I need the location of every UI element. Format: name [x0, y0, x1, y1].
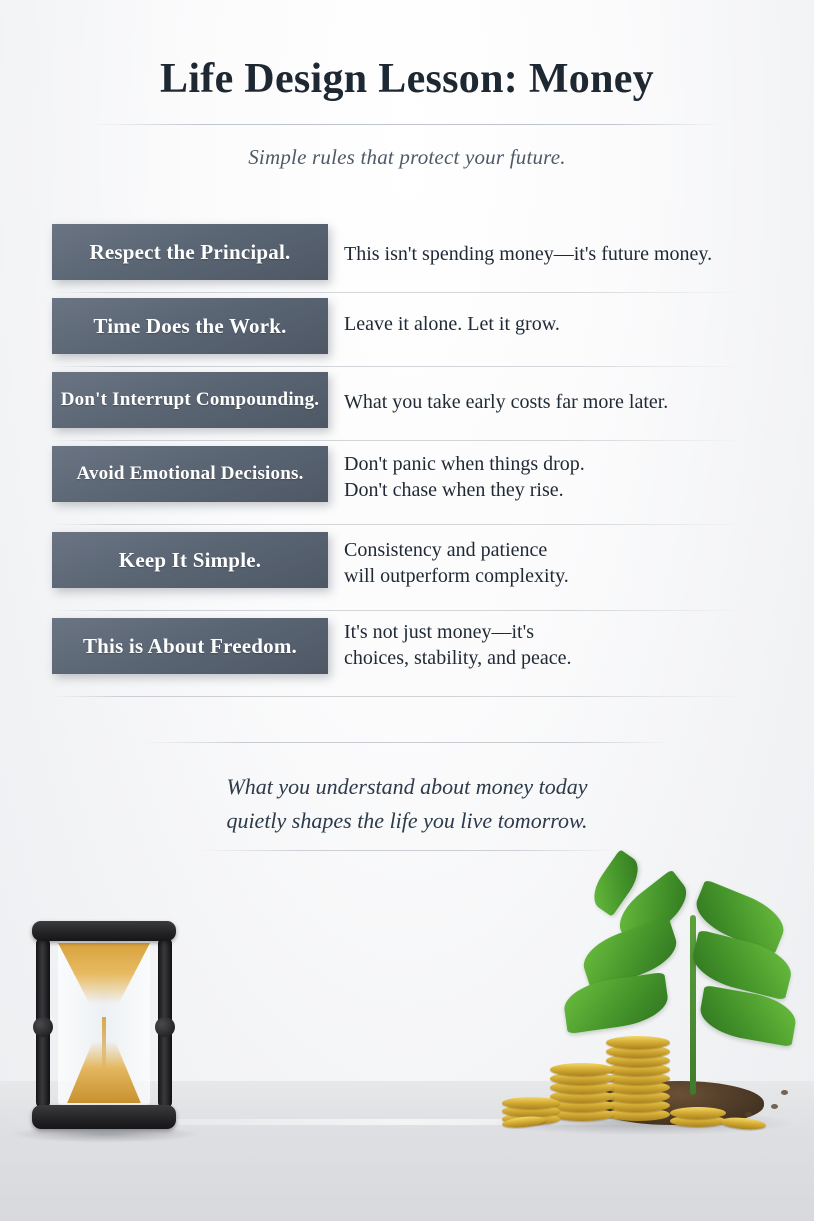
rule-description-line: Leave it alone. Let it grow. — [344, 313, 560, 335]
rule-separator — [52, 696, 746, 697]
rule-label: Avoid Emotional Decisions. — [76, 463, 304, 484]
rule-tab — [52, 224, 328, 280]
rule-item — [0, 446, 814, 532]
rule-description — [344, 538, 764, 589]
coin-icon — [720, 1116, 767, 1131]
rule-separator — [52, 524, 746, 525]
rule-separator — [52, 440, 746, 441]
rule-description-line: Don't panic when things drop. — [344, 453, 585, 475]
rule-tab — [52, 532, 328, 588]
rule-item — [0, 224, 814, 298]
rule-description-line: choices, stability, and peace. — [344, 646, 572, 669]
hourglass-knob-left — [33, 1017, 53, 1037]
page-title: Life Design Lesson: Money — [160, 56, 654, 102]
rule-description-line: Don't chase when they rise. — [344, 478, 564, 501]
rule-tab — [52, 372, 328, 428]
coin-icon — [670, 1107, 726, 1119]
rule-label: This is About Freedom. — [82, 633, 298, 658]
rule-label: Time Does the Work. — [93, 313, 287, 338]
rule-description-line: This isn't spending money—it's future money. — [344, 243, 713, 265]
rule-tab — [52, 298, 328, 354]
rule-tab — [52, 618, 328, 674]
rule-item — [0, 532, 814, 618]
rule-item — [0, 618, 814, 704]
rule-description — [344, 242, 764, 268]
rule-item — [0, 298, 814, 372]
rule-label: Keep It Simple. — [118, 547, 262, 572]
poster-header — [0, 56, 814, 170]
coin-icon — [502, 1097, 560, 1109]
rule-description — [344, 390, 764, 416]
rule-description — [344, 452, 764, 503]
rule-description — [344, 620, 764, 671]
hourglass-knob-right — [155, 1017, 175, 1037]
rule-separator — [52, 610, 746, 611]
hourglass-icon — [24, 921, 184, 1129]
soil-crumb — [781, 1090, 788, 1095]
rule-tab — [52, 446, 328, 502]
rules-list — [0, 224, 814, 704]
rule-description-line: will outperform complexity. — [344, 564, 569, 587]
rule-label: Don't Interrupt Compounding. — [60, 389, 320, 410]
soil-crumb — [745, 1112, 752, 1117]
closing-line-1: What you understand about money today — [226, 774, 588, 799]
rule-separator — [52, 366, 746, 367]
rule-description-line: Consistency and patience — [344, 539, 548, 561]
closing-line-2: quietly shapes the life you live tomorrow. — [226, 808, 588, 834]
rule-label: Respect the Principal. — [89, 239, 291, 264]
soil-crumb — [771, 1104, 778, 1109]
rule-description — [344, 312, 764, 338]
rule-description-line: It's not just money—it's — [344, 621, 534, 643]
rule-separator — [52, 292, 746, 293]
closing-divider — [142, 742, 672, 743]
page-subtitle: Simple rules that protect your future. — [248, 145, 566, 170]
hourglass-cap-bottom — [32, 1105, 176, 1129]
rule-item — [0, 372, 814, 446]
hourglass-cap-top — [32, 921, 176, 941]
rule-description-line: What you take early costs far more later. — [344, 391, 669, 413]
title-divider — [92, 124, 722, 125]
plant-and-coins-illustration — [466, 805, 796, 1135]
